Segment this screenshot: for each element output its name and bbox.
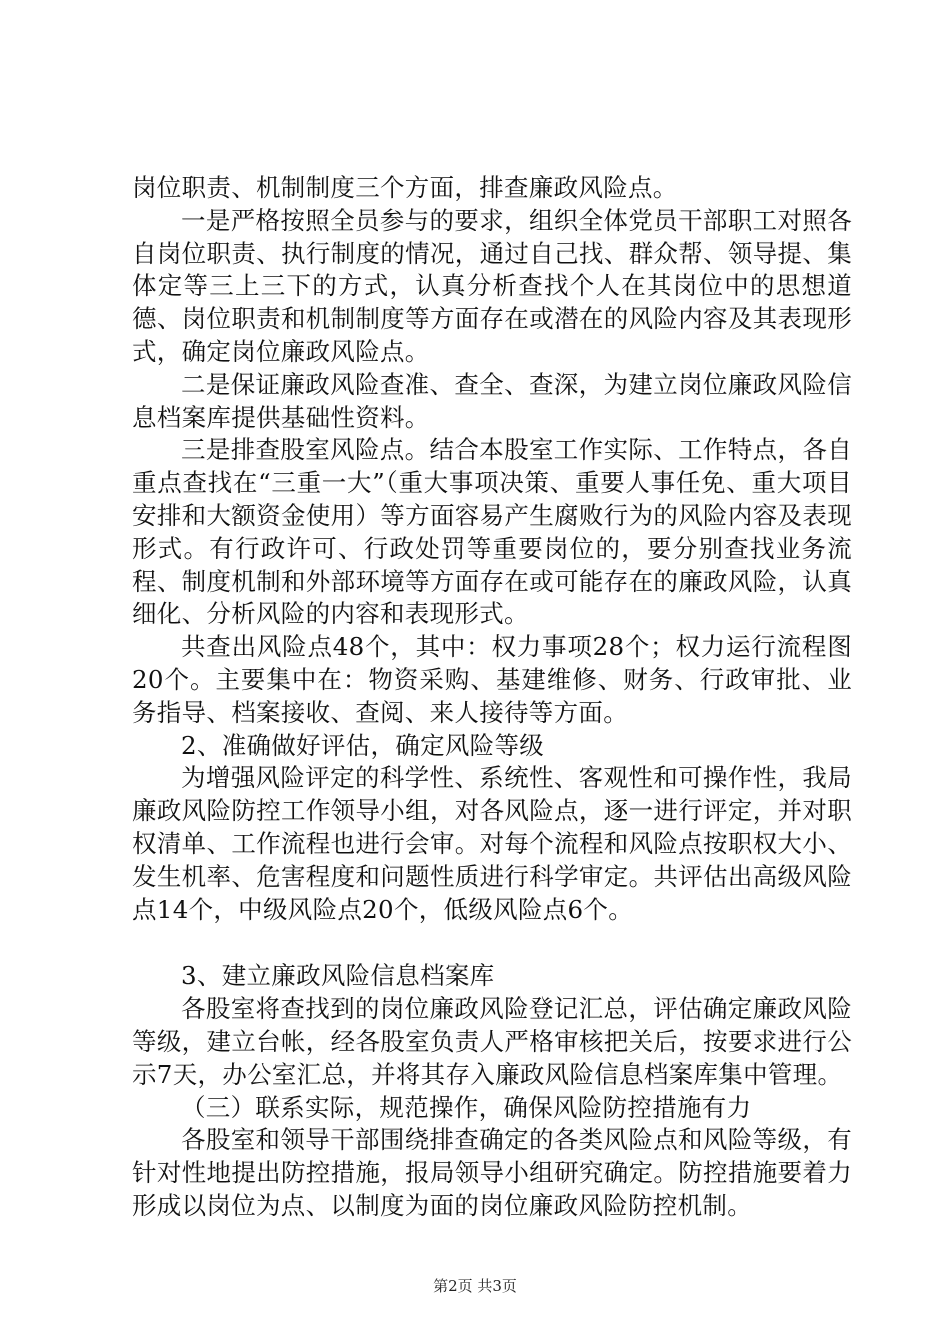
paragraph-measures: 各股室和领导干部围绕排查确定的各类风险点和风险等级，有针对性地提出防控措施，报局领导小组研究确定。防控措施要着力形成以岗位为点、以制度为面的岗位廉政风险防控机制。	[132, 1125, 852, 1220]
document-body	[132, 172, 852, 1223]
paragraph-gap	[132, 926, 852, 960]
paragraph-assessment: 为增强风险评定的科学性、系统性、客观性和可操作性，我局廉政风险防控工作领导小组，对各风险点，逐一进行评定，并对职权清单、工作流程也进行会审。对每个流程和风险点按职权大小、发生机率、危害程度和问题性质进行科学审定。共评估出高级风险点14个，中级风险点20个，低级风险点6个。	[132, 763, 852, 924]
section-heading-assessment: 2、准确做好评估，确定风险等级	[181, 730, 545, 760]
paragraph-item-one: 一是严格按照全员参与的要求，组织全体党员干部职工对照各自岗位职责、执行制度的情况，通过自己找、群众帮、领导提、集体定等三上三下的方式，认真分析查找个人在其岗位中的思想道德、岗位职责和机制制度等方面存在或潜在的风险内容及其表现形式，确定岗位廉政风险点。	[132, 205, 852, 366]
paragraph-archive: 各股室将查找到的岗位廉政风险登记汇总，评估确定廉政风险等级，建立台帐，经各股室负责人严格审核把关后，按要求进行公示7天，办公室汇总，并将其存入廉政风险信息档案库集中管理。	[132, 994, 852, 1089]
section-heading-archive: 3、建立廉政风险信息档案库	[181, 961, 495, 991]
paragraph-risk-count: 共查出风险点48个，其中：权力事项28个；权力运行流程图20个。主要集中在：物资采购、基建维修、财务、行政审批、业务指导、档案接收、查阅、来人接待等方面。	[132, 632, 852, 727]
paragraph-continuation: 岗位职责、机制制度三个方面，排查廉政风险点。	[132, 173, 678, 202]
page-number-footer: 第2页 共3页	[433, 1277, 517, 1295]
paragraph-item-two: 二是保证廉政风险查准、查全、查深，为建立岗位廉政风险信息档案库提供基础性资料。	[132, 369, 852, 432]
section-heading-measures: （三）联系实际，规范操作，确保风险防控措施有力	[181, 1092, 752, 1122]
paragraph-item-three: 三是排查股室风险点。结合本股室工作实际、工作特点，各自重点查找在“三重一大”（重大事项决策、重要人事任免、重大项目安排和大额资金使用）等方面容易产生腐败行为的风险内容及表现形式。有行政许可、行政处罚等重要岗位的，要分别查找业务流程、制度机制和外部环境等方面存在或可能存在的廉政风险，认真细化、分析风险的内容和表现形式。	[132, 435, 852, 629]
